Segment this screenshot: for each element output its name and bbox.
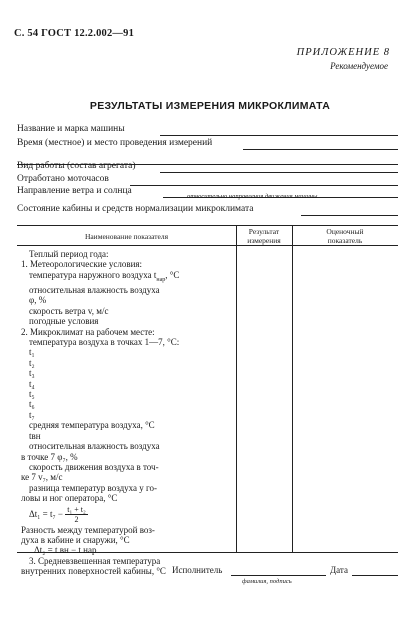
section-3-line1: 3. Средневзвешенная температура xyxy=(29,555,161,566)
section-2-title: 2. Микроклимат на рабочем месте: xyxy=(21,326,155,337)
delta-formula-lhs: Δt₁ = t₇ − xyxy=(29,508,63,519)
field-wind-note: относительно направления движения машины xyxy=(187,193,318,200)
weather-conditions: погодные условия xyxy=(29,316,99,327)
outdoor-temp-row xyxy=(21,270,233,285)
humidity7-line2: в точке 7 φ₇, % xyxy=(21,451,78,462)
speed7-line1: скорость движения воздуха в точ- xyxy=(29,461,159,472)
point-temp-label: температура воздуха в точках 1—7, °С: xyxy=(29,337,180,348)
fraction-denominator: 2 xyxy=(74,514,79,524)
table-header-assessment-line2: показатель xyxy=(327,236,363,245)
outdoor-temp-sub: нар xyxy=(156,276,166,283)
outer-diff-line2: духа в кабине и снаружи, °С xyxy=(21,534,130,545)
head-feet-diff-line1: разница температур воздуха у го- xyxy=(29,482,158,493)
speed7-line2: ке 7 v₇, м/с xyxy=(21,472,63,483)
section-3-line2: внутренних поверхностей кабины, °С xyxy=(21,566,166,577)
avg-temp-label: средняя температура воздуха, °С xyxy=(29,420,155,431)
temp-t5: t₅ xyxy=(29,389,35,400)
temp-t1: t₁ xyxy=(29,347,35,358)
field-cabin-label: Состояние кабины и средств нормализации микроклимата xyxy=(17,204,254,214)
appendix-title: ПРИЛОЖЕНИЕ 8 xyxy=(296,47,390,58)
temp-t6: t₆ xyxy=(29,399,35,410)
field-cabin-line[interactable] xyxy=(301,215,398,216)
fraction-numerator: t₁ + t₂ xyxy=(67,504,86,514)
table-header-indicator: Наименование показателя xyxy=(84,232,169,241)
table-col-divider-1 xyxy=(236,225,237,552)
table-col-divider-2 xyxy=(292,225,293,552)
field-time-place-label: Время (местное) и место проведения измерений xyxy=(17,138,213,148)
outer-diff-line1: Разность между температурой воз- xyxy=(21,524,155,535)
field-hours-label: Отработано моточасов xyxy=(17,174,109,184)
appendix-status: Рекомендуемое xyxy=(330,61,388,71)
document-title: РЕЗУЛЬТАТЫ ИЗМЕРЕНИЯ МИКРОКЛИМАТА xyxy=(89,100,331,112)
wind-speed: скорость ветра v, м/с xyxy=(29,305,109,316)
table-body xyxy=(21,249,233,577)
temp-t7: t₇ xyxy=(29,409,35,420)
signature-note: фамилия, подпись xyxy=(242,578,292,585)
field-time-place-line[interactable] xyxy=(243,149,398,150)
temp-t2: t₂ xyxy=(29,357,35,368)
delta-formula-fraction xyxy=(65,505,88,524)
outdoor-temp-label: температура наружного воздуха t xyxy=(29,269,157,280)
field-work-type-label: Вид работы (состав агрегата) xyxy=(17,161,136,171)
outdoor-humidity-line2: φ, % xyxy=(29,295,47,306)
field-machine-line[interactable] xyxy=(160,135,398,136)
temp-t4: t₄ xyxy=(29,378,35,389)
outer-diff-formula: Δt₂ = t вн − t нар xyxy=(34,545,97,556)
section-1-title: 1. Метеорологические условия: xyxy=(21,259,143,270)
table-header-result-line2: измерения xyxy=(247,236,281,245)
field-machine-label: Название и марка машины xyxy=(17,124,125,134)
table-header-result xyxy=(236,227,292,245)
table-top-border xyxy=(17,225,398,226)
page-header: С. 54 ГОСТ 12.2.002—91 xyxy=(14,28,135,39)
field-wind-label: Направление ветра и солнца xyxy=(17,186,132,196)
temp-t3: t₃ xyxy=(29,368,35,379)
delta-formula xyxy=(21,504,233,525)
period-title: Теплый период года: xyxy=(29,249,109,259)
date-label: Дата xyxy=(330,565,348,575)
field-hours-line[interactable] xyxy=(130,185,398,186)
outdoor-temp-unit: , °С xyxy=(165,269,180,280)
table-header-border xyxy=(17,245,398,246)
table-header-assessment xyxy=(292,227,398,245)
date-line[interactable] xyxy=(352,575,398,576)
avg-temp-symbol: tвн xyxy=(29,430,41,441)
table-header-assessment-line1: Оценочный xyxy=(326,227,364,236)
field-work-type-line[interactable] xyxy=(160,172,398,173)
table-header-result-line1: Результат xyxy=(248,227,280,236)
humidity7-line1: относительная влажность воздуха xyxy=(29,441,160,452)
executor-label: Исполнитель xyxy=(172,565,223,575)
head-feet-diff-line2: ловы и ног оператора, °С xyxy=(21,493,118,504)
outdoor-humidity-line1: относительная влажность воздуха xyxy=(29,285,160,296)
executor-signature-line[interactable] xyxy=(231,575,326,576)
